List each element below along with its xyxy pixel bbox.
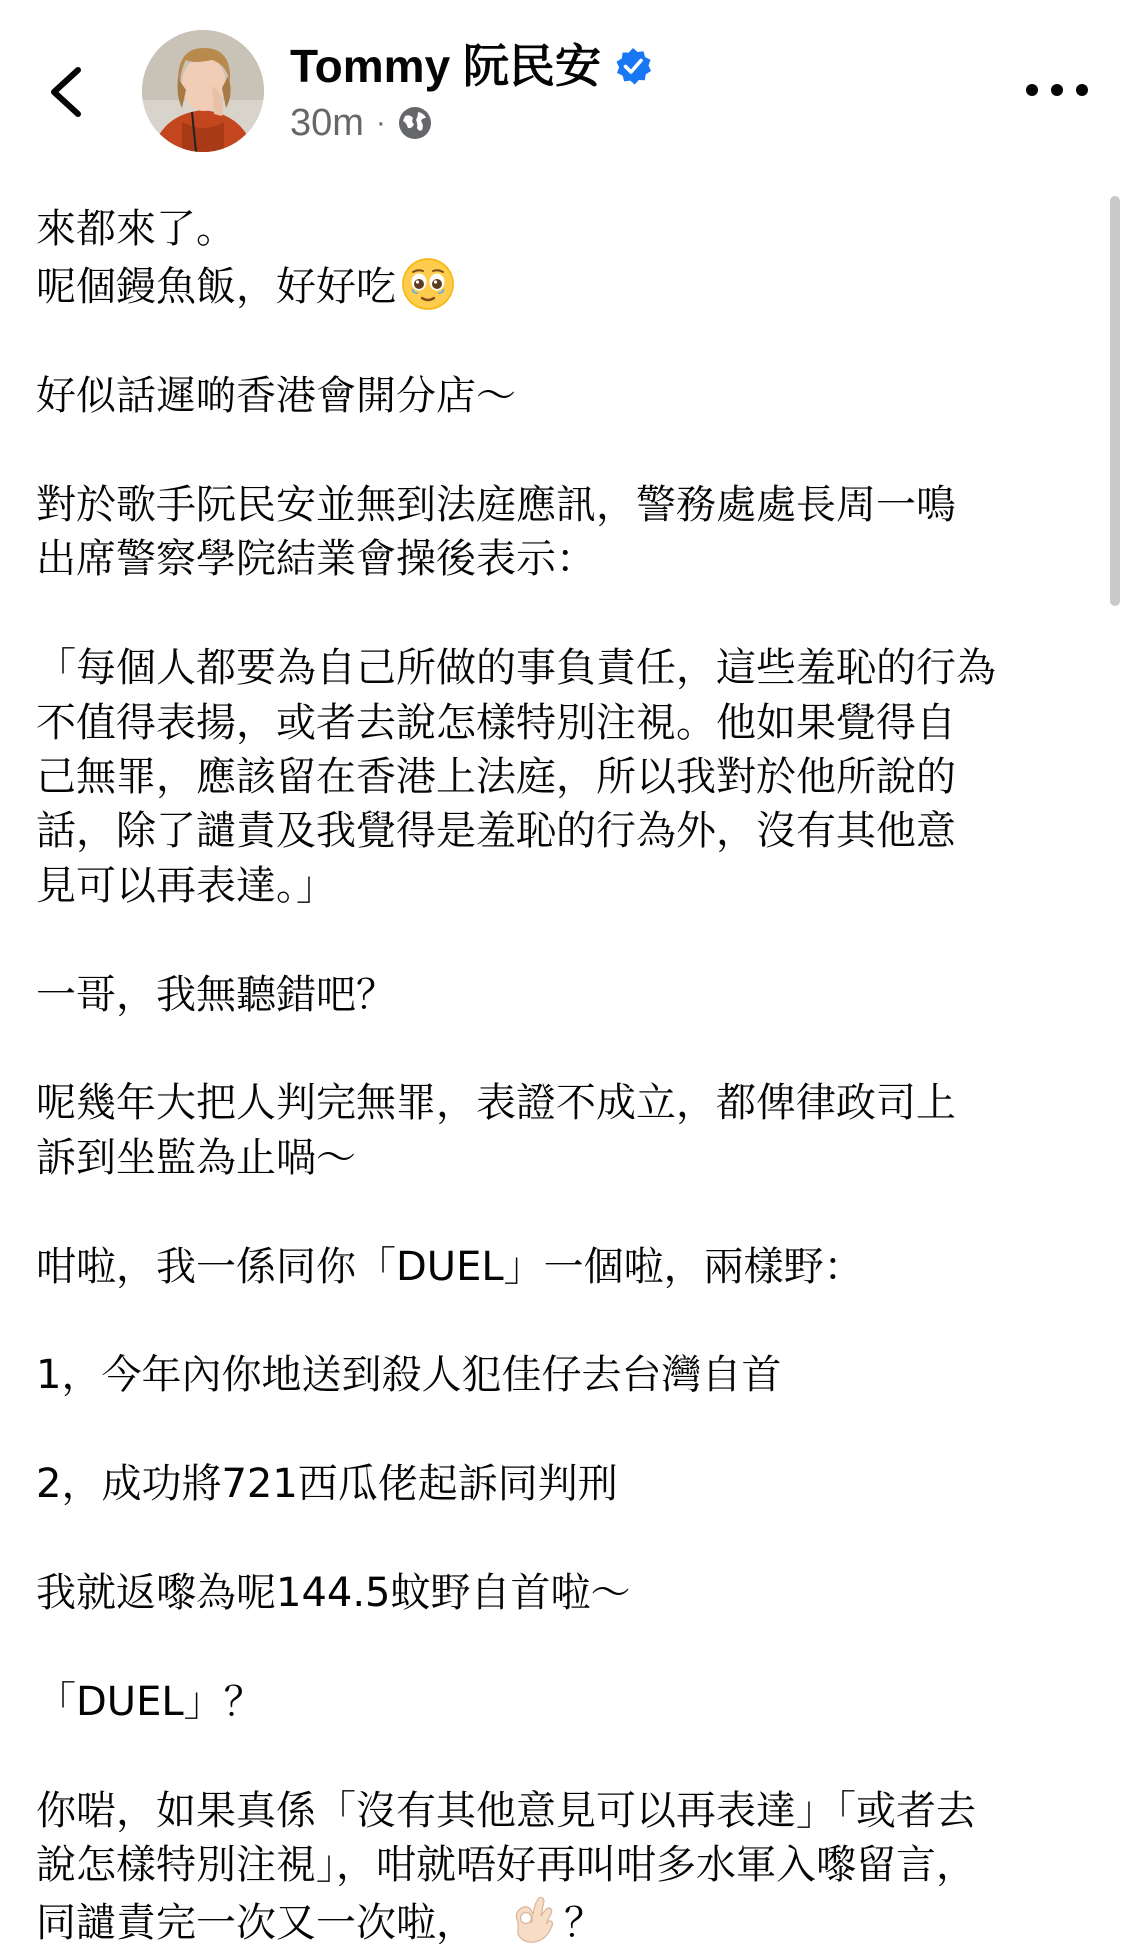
avatar-image	[142, 30, 264, 152]
post-quote: 「每個人都要為自己所做的事負責任，這些羞恥的行為 不值得表揚，或者去說怎樣特別注視。他如果覺得自 己無罪，應該留在香港上法庭，所以我對於他所說的 話，除了譴責及我覺得是羞恥的行為外，沒有其他意 見可以再表達。」	[36, 645, 996, 909]
author-name-text: Tommy 阮民安	[290, 40, 601, 92]
post-meta	[290, 98, 434, 148]
post-paragraph: 你啱，如果真係「沒有其他意見可以再表達」「或者去 說怎樣特別注視」，咁就唔好再叫咁多水軍入嚟留言，	[36, 1787, 976, 1889]
post-line: 一哥，我無聽錯吧？	[36, 971, 396, 1018]
post-paragraph: 對於歌手阮民安並無到法庭應訊，警務處處長周一鳴 出席警察學院結業會操後表示：	[36, 482, 956, 583]
post-line: 我就返嚟為呢144.5蚊野自首啦～	[36, 1570, 631, 1617]
more-horizontal-icon	[1022, 70, 1092, 110]
post-line-with-emoji	[36, 1892, 1096, 1950]
post-line: 「DUEL」？	[36, 1678, 264, 1725]
post-line: 好似話遲啲香港會開分店～	[36, 373, 516, 420]
verified-badge-icon	[613, 46, 653, 86]
post-line: 1，今年內你地送到殺人犯佳仔去台灣自首	[36, 1352, 782, 1399]
meta-separator: ·	[375, 106, 386, 139]
post-line-with-emoji	[36, 256, 1096, 314]
avatar[interactable]	[142, 30, 264, 152]
timestamp[interactable]: 30m	[290, 101, 364, 144]
ok-hand-emoji	[504, 1892, 558, 1946]
teary-smile-emoji	[400, 256, 456, 312]
post-line: 2，成功將721西瓜佬起訴同判刑	[36, 1461, 618, 1508]
scrollbar[interactable]	[1110, 196, 1120, 606]
author-name[interactable]	[290, 36, 653, 96]
post-paragraph: 呢幾年大把人判完無罪，表證不成立，都俾律政司上 訴到坐監為止喎～	[36, 1080, 956, 1181]
post-line-text: 呢個鏝魚飯，好好吃	[36, 264, 396, 311]
more-options-button[interactable]	[1022, 70, 1092, 110]
back-button[interactable]	[40, 52, 100, 132]
post-header	[0, 0, 1125, 170]
globe-icon[interactable]	[396, 104, 434, 142]
post-line: 來都來了。	[36, 206, 236, 252]
post-line-text: 同譴責完一次又一次啦，	[36, 1900, 476, 1947]
post-line-end: ？	[564, 1900, 604, 1947]
chevron-left-icon	[40, 52, 100, 132]
post-text	[36, 202, 1096, 1951]
post-line: 咁啦，我一係同你「DUEL」一個啦，兩樣野：	[36, 1243, 864, 1290]
